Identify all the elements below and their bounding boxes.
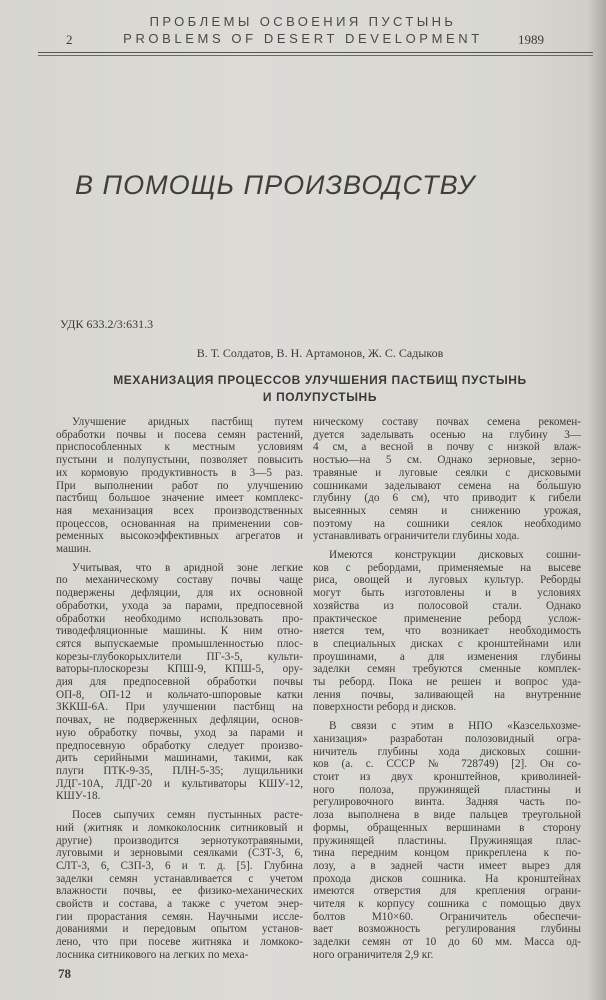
text-line: пастбищ большое значение имеет комплекс- [56,492,303,505]
text-line: плуги ПТК-9-35, ПЛН-5-35; лущильники [56,764,303,777]
issue-number: 2 [66,32,73,47]
text-line: няется тем, что возникает необходимость [313,625,581,638]
text-line: чителя к корпусу сошника с помощью двух [313,898,581,911]
text-line: подвержены дефляции, для их основной [56,587,303,600]
text-line: могут быть изготовлены и в условиях [313,587,581,600]
text-line: формы, обращенных вершинами в сторону [313,821,581,834]
text-line: лозу, а в задней части имеет вырез для [313,859,581,872]
text-line: почвах, не подверженных дефляции, основ- [56,714,303,727]
text-line: глубину (до 6 см), что приводит к гибели [313,492,581,505]
text-line: лено, что при посеве житняка и ломкоко- [56,936,303,949]
paragraph [313,720,581,961]
text-line: лоза выполнена в виде пальцев треугольной [313,809,581,822]
text-line: ную обработку почвы, уход за парами и [56,726,303,739]
text-line: тиводефляционные машины. К ним отно- [56,625,303,638]
text-line: обработки необходимо использовать про- [56,612,303,625]
text-line: травяные и луговые сеялки с дисковыми [313,466,581,479]
text-line: дованиями и передовым опытом установ- [56,923,303,936]
text-line: 4 см, а весной в почву с низкой влаж- [313,441,581,454]
text-line: Посев сыпучих семян пустынных расте- [72,809,303,822]
text-line: Улучшение аридных пастбищ путем [72,416,303,428]
text-line: приспособленных к местным условиям [56,441,303,454]
text-line: дия для предпосевной обработки почвы [56,676,303,689]
header-rule-bottom [38,55,593,56]
body-column-left [56,416,303,968]
text-line: прохода дисков сошника. На кронштейнах [313,872,581,885]
text-line: хозяйства из полосовой стали. Однако [313,599,581,612]
text-line: гии прорастания семян. Научными иссле- [56,910,303,923]
text-line: риса, овощей и луговых культур. Реборды [313,574,581,587]
paragraph [56,809,303,961]
text-line: ЛДГ-10А, ЛДГ-20 и культиваторы КШУ-12, [56,777,303,790]
text-line: свойств и состава, а также с учетом энер- [56,898,303,911]
paragraph [313,549,581,714]
article-title-line-2: И ПОЛУПУСТЫНЬ [262,390,378,404]
page-number: 78 [58,966,71,981]
text-line: пружинящей пластины. Пружинящая плас- [313,834,581,847]
text-line: сошниками заделывают семена на бо́льшую [313,479,581,492]
text-line: заделки семян требуются сменные комплек- [313,663,581,676]
text-line: поэтому на сошники сеялок необходимо [313,517,581,530]
text-line: заделки семян от 10 до 60 мм. Масса од- [313,936,581,949]
text-line: тина передним концом прикреплена к по- [313,847,581,860]
text-line: обработки почвы и посева семян растений, [56,428,303,441]
paragraph [56,416,303,556]
text-line: В связи с этим в НПО «Казсельхозме- [329,720,581,733]
text-line: При выполнении работ по улучшению [56,479,303,492]
text-line: ний (житняк и ломкоколосник ситниковый и [56,821,303,834]
text-line: дуется заделывать осенью на глубину 3— [313,428,581,441]
text-line: ременных высокоэффективных агрегатов и [56,530,303,543]
paragraph [56,562,303,803]
text-line: стоит из двух кронштейнов, криволиней- [313,770,581,783]
text-line: заделки семян устанавливается с учетом [56,872,303,885]
text-line: в специальных дисках с кронштейнами или [313,637,581,650]
text-line: регулировочного винта. Задняя часть по- [313,796,581,809]
text-line: ническому составу почвах семена рекомен- [313,416,581,428]
text-line: ков (а. с. СССР № 728749) [2]. Он со- [313,758,581,771]
text-line: ностью—на 5 см. Однако зерновые, зерно- [313,454,581,467]
text-line: проушинами, а для изменения глубины [313,650,581,663]
text-line: лосника ситникового на легких по меха- [56,948,249,961]
text-line: дить серийными машинами, такими, как [56,752,303,765]
text-line: корезы-глубокорыхлители ПГ-3-5, культи- [56,650,303,663]
text-line: ваторы-плоскорезы КПШ-9, КПШ-5, ору- [56,663,303,676]
text-line: практическое применение реборд услож- [313,612,581,625]
text-line: КШУ-18. [56,790,101,803]
text-line: ков с ребордами, применяемые на высеве [313,561,581,574]
journal-title-english: PROBLEMS OF DESERT DEVELOPMENT [123,31,483,46]
header-rule-top [38,52,593,53]
text-line: влажности почвы, ее физико-механических [56,885,303,898]
text-line: устанавливать ограничители глубины хода. [313,530,520,543]
text-line: их кормовую продуктивность в 3—5 раз. [56,466,303,479]
text-line: луговыми и зерновыми сеялками (СЗТ-3, 6, [56,847,303,860]
article-title [0,372,606,406]
text-line: имеются отверстия для крепления ограни- [313,885,581,898]
text-line: другие) производится зернотукотравяными, [56,834,303,847]
text-line: болтов М10×60. Ограничитель обеспечи- [313,910,581,923]
journal-year: 1989 [518,32,544,47]
body-column-right [313,416,581,968]
text-line: пустыни и полупустыни, позволяет повысить [56,454,303,467]
text-line: ного полоза, пружинящей пластины и [313,783,581,796]
section-heading: В ПОМОЩЬ ПРОИЗВОДСТВУ [75,170,476,200]
text-line: по механическому составу почвы чаще [56,574,303,587]
text-line: вает возможность регулирования глубины [313,923,581,936]
text-line: машин. [56,543,92,556]
text-line: ления почвы, заливающей на внутренние [313,688,581,701]
article-title-line-1: МЕХАНИЗАЦИЯ ПРОЦЕССОВ УЛУЧШЕНИЯ ПАСТБИЩ ПУСТЫНЬ [113,373,527,387]
text-line: ничитель глубины хода дисковых сошни- [313,745,581,758]
text-line: СЛТ-3, 6, СЗП-3, 6 и т. д. [5]. Глубина [56,859,303,872]
text-line: процессов, основанная на применении сов- [56,517,303,530]
text-line: ОП-8, ОП-12 и кольчато-шпоровые катки [56,688,303,701]
text-line: сятся выпускаемые промышленностью плос- [56,637,303,650]
text-line: ты реборд. Пока не решен и вопрос уда- [313,676,581,689]
text-line: предпосевную обработку следует произво- [56,739,303,752]
text-line: ханизация» разработан полозовидный огра- [313,732,581,745]
text-line: Имеются конструкции дисковых сошни- [329,549,581,562]
paragraph [313,416,581,543]
text-line: Учитывая, что в аридной зоне легкие [72,561,303,574]
text-line: ная механизация всех производственных [56,504,303,517]
journal-title-russian: ПРОБЛЕМЫ ОСВОЕНИЯ ПУСТЫНЬ [149,14,457,29]
text-line: ЗККШ-6А. При улучшении пастбищ на [56,701,303,714]
text-line: ного ограничителя 2,9 кг. [313,948,434,961]
udk-code: УДК 633.2/3:631.3 [60,317,154,331]
text-line: обработки, ухода за парами, предпосевной [56,599,303,612]
text-line: высеянных семян и снижению урожая, [313,504,581,517]
text-line: поверхности реборд и дисков. [313,701,457,714]
article-authors: В. Т. Солдатов, В. Н. Артамонов, Ж. С. Садыков [196,346,444,360]
